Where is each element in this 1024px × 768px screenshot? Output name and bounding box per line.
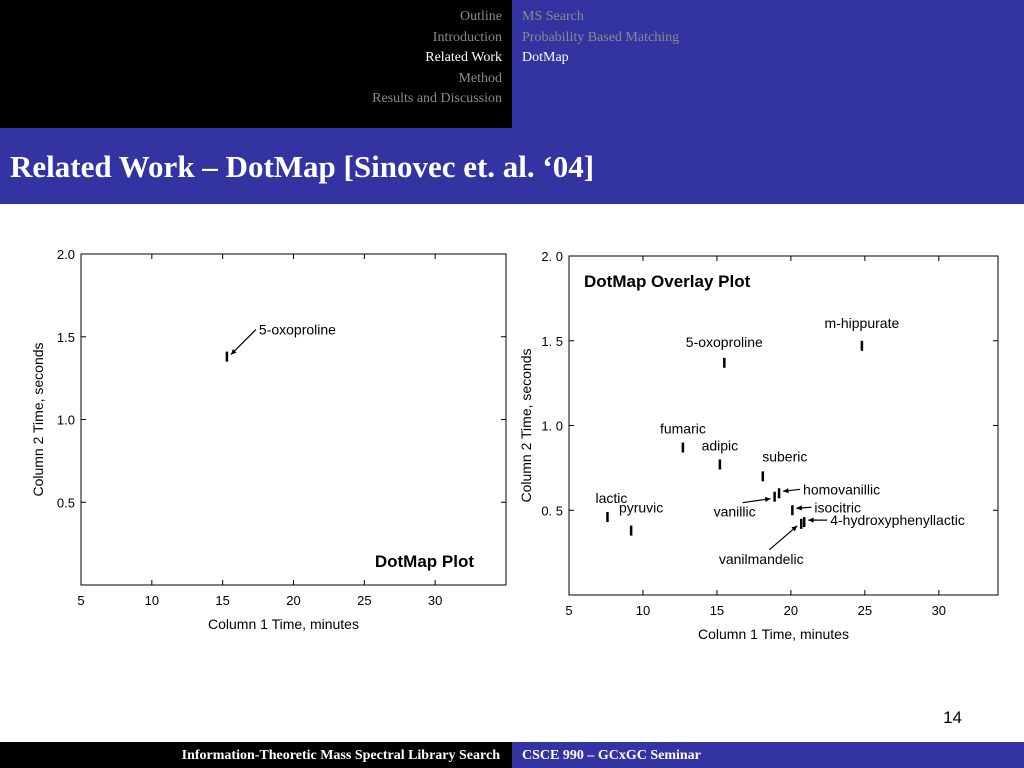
data-label: m-hippurate	[824, 314, 900, 331]
footer-course: CSCE 990 – GCxGC Seminar	[522, 748, 701, 763]
data-label: homovanillic	[803, 481, 881, 498]
data-label: suberic	[762, 448, 808, 465]
y-axis-label: Column 2 Time, seconds	[30, 342, 46, 497]
data-label: 5-oxoproline	[258, 321, 336, 338]
data-label: lactic	[595, 490, 628, 507]
x-tick-label: 30	[427, 593, 443, 608]
nav-section-related-work[interactable]: Related Work	[425, 50, 502, 65]
y-tick-label: 1. 0	[541, 418, 563, 434]
footer-right	[512, 742, 1024, 768]
label-arrow	[769, 526, 797, 550]
label-arrowhead	[796, 505, 802, 510]
title-bar	[0, 128, 1024, 204]
plot-title: DotMap Plot	[374, 552, 474, 571]
plot-frame	[81, 254, 506, 585]
y-tick-label: 2.0	[56, 247, 75, 262]
header-sections-panel	[0, 0, 512, 128]
data-label: adipic	[701, 437, 739, 454]
data-label: pyruvic	[618, 499, 664, 516]
x-tick-label: 30	[931, 603, 947, 618]
x-tick-label: 25	[357, 593, 372, 608]
label-arrowhead	[808, 518, 813, 523]
data-label: 5-oxoproline	[685, 333, 763, 350]
x-tick-label: 5	[565, 603, 573, 618]
nav-section-introduction[interactable]: Introduction	[432, 29, 502, 45]
x-tick-label: 10	[635, 603, 651, 618]
header-subsections-panel	[512, 0, 1024, 128]
x-tick-label: 20	[286, 593, 301, 608]
dotmap-plot	[24, 240, 514, 640]
x-axis-label: Column 1 Time, minutes	[698, 626, 849, 642]
x-axis-label: Column 1 Time, minutes	[208, 616, 359, 632]
dotmap-overlay-plot	[512, 240, 1017, 650]
x-tick-label: 5	[77, 593, 85, 608]
x-tick-label: 25	[857, 603, 873, 618]
x-tick-label: 15	[709, 603, 725, 618]
data-label: fumaric	[659, 420, 706, 437]
nav-subsection-ms-search[interactable]: MS Search	[522, 9, 584, 24]
section-nav	[372, 7, 502, 110]
data-label: vanilmandelic	[718, 550, 804, 567]
y-tick-label: 0. 5	[541, 503, 563, 519]
nav-section-results[interactable]: Results and Discussion	[372, 91, 502, 106]
data-label: isocitric	[814, 499, 862, 516]
plot-title: DotMap Overlay Plot	[584, 272, 751, 291]
footer-left	[0, 742, 512, 768]
nav-section-method[interactable]: Method	[458, 70, 502, 86]
y-tick-label: 1.0	[56, 412, 75, 428]
y-tick-label: 0.5	[56, 495, 75, 511]
nav-subsection-probability[interactable]: Probability Based Matching	[522, 29, 680, 45]
y-tick-label: 2. 0	[541, 249, 563, 264]
dotmap-overlay-plot-svg	[512, 240, 1017, 650]
nav-section-outline[interactable]: Outline	[460, 9, 502, 24]
nav-subsection-dotmap[interactable]: DotMap	[522, 50, 569, 65]
x-tick-label: 20	[783, 603, 799, 618]
data-label: vanillic	[713, 503, 756, 520]
label-arrowhead	[765, 497, 771, 502]
subsection-nav	[522, 7, 679, 69]
y-tick-label: 1. 5	[541, 333, 563, 349]
x-tick-label: 10	[144, 593, 160, 608]
y-axis-label: Column 2 Time, seconds	[518, 348, 534, 503]
data-label: 4-hydroxyphenyllactic	[830, 512, 965, 529]
dotmap-plot-svg	[24, 240, 514, 640]
plot-frame	[569, 256, 998, 595]
x-tick-label: 15	[215, 593, 230, 608]
page-number: 14	[943, 708, 962, 727]
y-tick-label: 1.5	[56, 329, 75, 345]
footer-talk-title: Information-Theoretic Mass Spectral Library Search	[181, 748, 500, 763]
slide-title: Related Work – DotMap [Sinovec et. al. ‘04]	[10, 149, 595, 184]
